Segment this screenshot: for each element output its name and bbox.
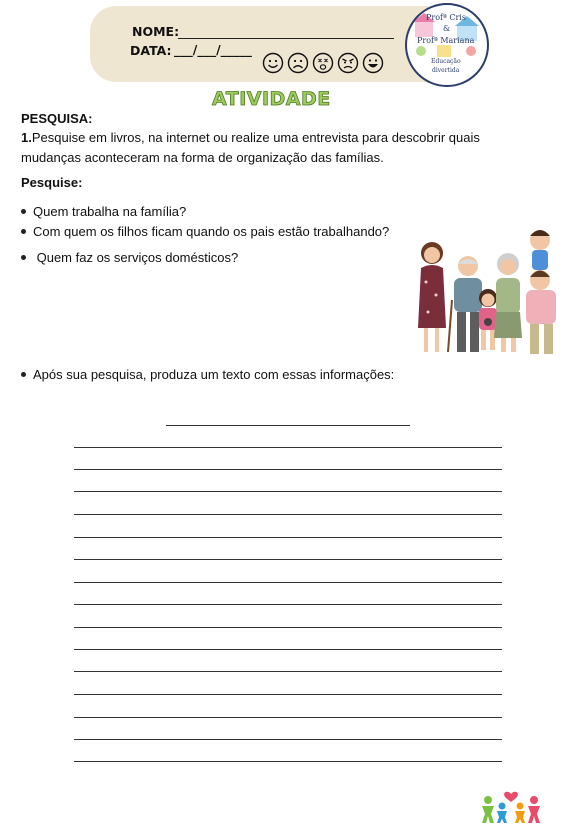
- logo-line-4: divertida: [432, 67, 460, 74]
- writing-line[interactable]: [74, 627, 502, 628]
- angry-face-icon[interactable]: [337, 52, 359, 74]
- teachers-logo: [405, 3, 489, 87]
- family-illustration: [408, 220, 563, 360]
- writing-line[interactable]: [74, 537, 502, 538]
- writing-line[interactable]: [74, 739, 502, 740]
- frown-face-icon[interactable]: [287, 52, 309, 74]
- writing-line[interactable]: [74, 559, 502, 560]
- dizzy-face-icon[interactable]: [312, 52, 334, 74]
- research-label: Pesquise:: [21, 175, 83, 190]
- writing-line[interactable]: [74, 514, 502, 515]
- writing-line[interactable]: [74, 604, 502, 605]
- writing-line[interactable]: [74, 717, 502, 718]
- question-line-1: Pesquise em livros, na internet ou realize uma entrevista para descobrir quais: [31, 130, 480, 145]
- list-item: [21, 367, 394, 382]
- section-label: PESQUISA:: [21, 111, 93, 126]
- list-item: [21, 224, 389, 239]
- question-line-2: mudanças aconteceram na forma de organização das famílias.: [21, 150, 384, 165]
- bullet-icon: [21, 209, 26, 214]
- writing-line[interactable]: [74, 469, 502, 470]
- kids-icon: [478, 790, 544, 824]
- writing-line[interactable]: [74, 649, 502, 650]
- mood-faces: [262, 52, 384, 74]
- writing-line[interactable]: [74, 447, 502, 448]
- logo-line-1: Profª Cris: [426, 13, 466, 22]
- question-number: 1.: [21, 130, 32, 145]
- text-title-line[interactable]: [166, 425, 410, 426]
- happy-face-icon[interactable]: [362, 52, 384, 74]
- writing-line[interactable]: [74, 491, 502, 492]
- writing-line[interactable]: [74, 694, 502, 695]
- question-paragraph: [21, 128, 480, 168]
- writing-line[interactable]: [74, 761, 502, 762]
- smile-face-icon[interactable]: [262, 52, 284, 74]
- list-item-text: Quem faz os serviços domésticos?: [33, 250, 239, 265]
- list-item: [21, 204, 186, 219]
- writing-line[interactable]: [74, 582, 502, 583]
- date-field[interactable]: ___/___/_____: [174, 42, 252, 57]
- logo-line-3: Educação: [431, 58, 461, 65]
- list-item-text: Quem trabalha na família?: [33, 204, 187, 219]
- bullet-icon: [21, 229, 26, 234]
- writing-line[interactable]: [74, 671, 502, 672]
- date-label: DATA:: [130, 43, 172, 58]
- list-item-text: Com quem os filhos ficam quando os pais estão trabalhando?: [33, 224, 390, 239]
- list-item: [21, 250, 238, 265]
- logo-amp: &: [443, 24, 451, 33]
- name-field[interactable]: [178, 38, 394, 39]
- bullet-icon: [21, 372, 26, 377]
- logo-line-2: Profª Mariana: [417, 36, 475, 45]
- page-title: ATIVIDADE: [212, 88, 331, 110]
- list-item-text: Após sua pesquisa, produza um texto com essas informações:: [33, 367, 395, 382]
- bullet-icon: [21, 255, 26, 260]
- name-label: NOME:: [132, 24, 180, 39]
